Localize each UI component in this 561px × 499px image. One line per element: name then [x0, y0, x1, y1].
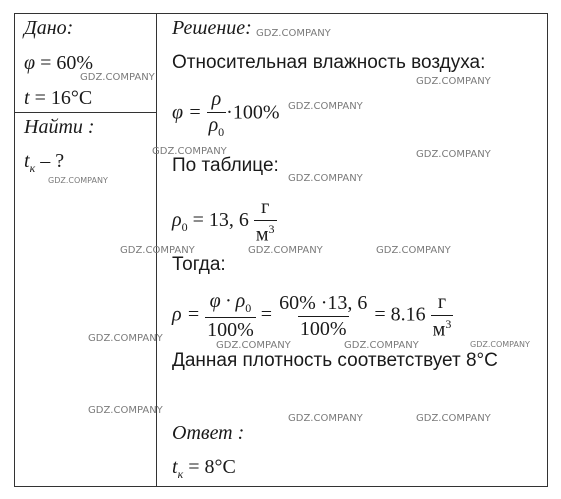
watermark: GDZ.COMPANY	[152, 146, 227, 157]
rho0-symbol: ρ	[172, 208, 182, 231]
given-find-divider	[14, 112, 157, 113]
find-colon: :	[82, 116, 95, 138]
answer-colon: :	[232, 422, 245, 444]
find-t-question: – ?	[35, 150, 65, 172]
density-corresponds-line: Данная плотность соответствует 8°C	[172, 350, 498, 371]
formula3-fraction1	[205, 290, 256, 342]
formula3-fraction1-den: 100%	[207, 319, 254, 341]
formula3-fraction2-num: 60% ·13, 6	[279, 291, 368, 314]
answer-t-subscript: к	[177, 467, 184, 481]
formula3-fraction1-num-sub: 0	[245, 301, 252, 315]
rho0-value: = 13, 6	[187, 208, 254, 231]
then-line: Тогда:	[172, 254, 226, 275]
formula3-unit-den: м	[432, 318, 446, 341]
formula1-denominator-sub: 0	[218, 125, 225, 139]
given-heading	[24, 17, 73, 40]
watermark: GDZ.COMPANY	[80, 72, 155, 83]
formula3-fraction2	[277, 292, 369, 341]
find-unknown	[24, 150, 64, 176]
watermark: GDZ.COMPANY	[470, 340, 530, 349]
watermark: GDZ.COMPANY	[120, 245, 195, 256]
given-title: Дано	[24, 17, 67, 39]
density-calculation	[172, 290, 453, 342]
phi-symbol: φ	[24, 52, 36, 74]
answer-value	[172, 456, 236, 482]
formula3-lhs: ρ =	[172, 303, 206, 326]
formula3-equals: =	[255, 303, 278, 326]
formula1-lhs: φ =	[172, 101, 207, 124]
watermark: GDZ.COMPANY	[288, 413, 363, 424]
find-t-symbol: t	[24, 150, 30, 172]
formula1-numerator: ρ	[211, 88, 222, 110]
answer-title: Ответ	[172, 422, 233, 444]
phi-value: = 60%	[35, 52, 94, 74]
watermark: GDZ.COMPANY	[416, 149, 491, 160]
formula3-fraction1-num: φ · ρ	[209, 290, 246, 312]
watermark: GDZ.COMPANY	[416, 413, 491, 424]
watermark: GDZ.COMPANY	[288, 173, 363, 184]
answer-heading	[172, 422, 244, 445]
watermark: GDZ.COMPANY	[88, 333, 163, 344]
find-title: Найти	[24, 116, 83, 138]
given-colon: :	[66, 17, 74, 39]
rho0-unit-den-sup: 3	[268, 222, 275, 236]
formula1-denominator: ρ	[208, 114, 219, 136]
formula3-result: = 8.16	[369, 303, 431, 326]
density-formula	[172, 196, 277, 247]
rho0-unit-num: г	[261, 196, 270, 218]
watermark: GDZ.COMPANY	[216, 340, 291, 351]
rho0-sub: 0	[181, 219, 188, 234]
solution-title: Решение	[172, 17, 246, 39]
solution-heading	[172, 17, 252, 40]
formula3-unit-den-sup: 3	[445, 316, 452, 331]
formula1-fraction	[207, 88, 227, 140]
find-t-subscript: к	[29, 161, 36, 175]
t-value: = 16°C	[29, 87, 93, 109]
watermark: GDZ.COMPANY	[48, 176, 108, 185]
find-heading	[24, 116, 95, 139]
given-temperature	[24, 87, 92, 110]
rho0-unit	[254, 196, 277, 247]
watermark: GDZ.COMPANY	[376, 245, 451, 256]
solution-colon: :	[245, 17, 252, 39]
watermark: GDZ.COMPANY	[416, 76, 491, 87]
formula3-unit-num: г	[437, 290, 447, 313]
rho0-unit-den: м	[255, 223, 269, 246]
watermark: GDZ.COMPANY	[288, 101, 363, 112]
humidity-formula	[172, 88, 280, 140]
t-symbol: t	[24, 87, 30, 109]
table-line: По таблице:	[172, 155, 279, 176]
relative-humidity-line: Относительная влажность воздуха:	[172, 52, 486, 73]
formula1-rhs: ·100%	[226, 101, 280, 124]
watermark: GDZ.COMPANY	[344, 340, 419, 351]
watermark: GDZ.COMPANY	[248, 245, 323, 256]
formula3-fraction2-den: 100%	[299, 317, 347, 340]
answer-t-value: = 8°C	[183, 456, 236, 478]
formula3-unit	[431, 291, 454, 342]
answer-t-symbol: t	[172, 456, 178, 478]
watermark: GDZ.COMPANY	[88, 405, 163, 416]
watermark: GDZ.COMPANY	[256, 28, 331, 39]
